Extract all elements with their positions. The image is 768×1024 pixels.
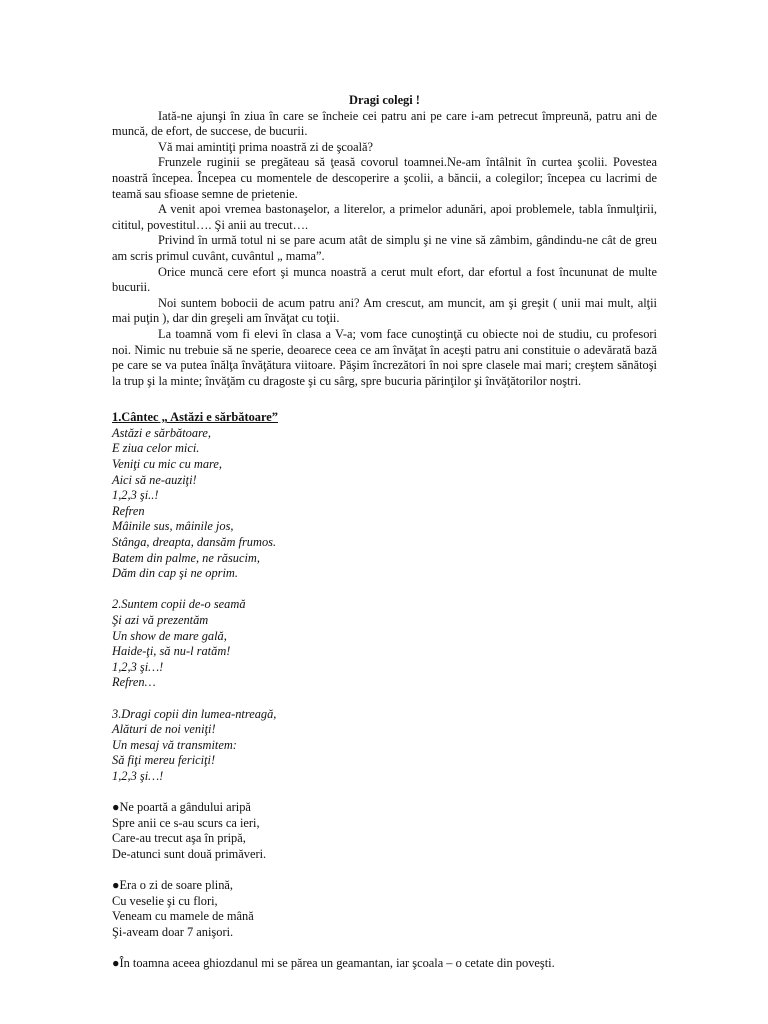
- verse-line: Refren: [112, 503, 145, 518]
- verse-line: Astăzi e sărbătoare,: [112, 425, 212, 440]
- verse-line: 1,2,3 şi…!: [112, 659, 164, 674]
- intro-paragraph: La toamnă vom fi elevi în clasa a V-a; vom face cunoştinţă cu obiecte noi de studiu, cu profesori noi. Nimic nu trebuie să ne sperie, deoarece ceea ce am învăţat în aceşti patru ani constituie o adevărată bază pe care se va putea înălţa învăţătura viitoare. Păşim încrezători în noi spre clasele mai mari; creştem sănătoşi la trup şi la minte; învăţăm cu dragoste şi cu sârg, spre bucuria părinţilor şi învăţătorilor noştri.: [112, 326, 657, 388]
- poem-stanza-1: [112, 800, 657, 862]
- poem-line: De-atunci sunt două primăveri.: [112, 846, 267, 861]
- verse-line: Refren…: [112, 675, 156, 690]
- intro-section: [112, 109, 657, 390]
- verse-line: 3.Dragi copii din lumea-ntreagă,: [112, 706, 277, 721]
- verse-line: Un mesaj vă transmitem:: [112, 737, 237, 752]
- poem-line: Cu veselie şi cu flori,: [112, 893, 218, 908]
- poem-line: ●Era o zi de soare plină,: [112, 878, 234, 893]
- verse-line: Alături de noi veniţi!: [112, 722, 216, 737]
- intro-paragraph: Iată-ne ajunşi în ziua în care se încheie cei patru ani pe care i-am petrecut împreună, patru ani de muncă, de efort, de succese, de bucurii.: [112, 108, 657, 139]
- document-body: [112, 93, 657, 972]
- song-verse-2: [112, 597, 657, 691]
- intro-paragraph: A venit apoi vremea bastonaşelor, a literelor, a primelor adunări, apoi problemele, tabla înmulţirii, cititul, povestitul…. Şi anii au trecut….: [112, 202, 657, 232]
- intro-paragraph: Noi suntem bobocii de acum patru ani? Am crescut, am muncit, am şi greşit ( unii mai mult, alţii mai puţin ), dar din greşeli am învăţat cu toţii.: [112, 295, 657, 326]
- intro-paragraph: Privind în urmă totul ni se pare acum atât de simplu şi ne vine să zâmbim, gândindu-ne cât de greu am scris primul cuvânt, cuvântul „ mama”.: [112, 233, 657, 263]
- verse-line: Să fiţi mereu fericiţi!: [112, 753, 216, 768]
- poem-line: Şi-aveam doar 7 anişori.: [112, 924, 234, 939]
- intro-paragraph: Frunzele ruginii se pregăteau să ţeasă covorul toamnei.Ne-am întâlnit în curtea şcolii. Povestea noastră începea. Începea cu momentele de descoperire a şcolii, a băncii, a colegilor; începea cu lacrimi de teamă sau sfioase semne de prietenie.: [112, 155, 657, 201]
- spacer: [112, 940, 657, 956]
- verse-line: Mâinile sus, mâinile jos,: [112, 519, 234, 534]
- spacer: [112, 785, 657, 801]
- spacer: [112, 582, 657, 598]
- poem-line: Veneam cu mamele de mână: [112, 909, 254, 924]
- intro-paragraph: Orice muncă cere efort şi munca noastră a cerut mult efort, dar efortul a fost încununat de multe bucurii.: [112, 264, 657, 295]
- spacer: [112, 691, 657, 707]
- spacer: [112, 863, 657, 879]
- verse-line: 1,2,3 şi…!: [112, 768, 164, 783]
- poem-stanza-2: [112, 878, 657, 940]
- poem-line: ●În toamna aceea ghiozdanul mi se părea un geamantan, iar şcoala – o cetate din poveşti.: [112, 956, 555, 971]
- verse-line: 1,2,3 şi..!: [112, 488, 159, 503]
- poem-line: ●Ne poartă a gândului aripă: [112, 800, 251, 815]
- verse-line: Veniţi cu mic cu mare,: [112, 457, 222, 472]
- verse-line: Batem din palme, ne răsucim,: [112, 550, 260, 565]
- song-title: 1.Cântec „ Astăzi e sărbătoare”: [112, 410, 278, 425]
- verse-line: Haide-ţi, să nu-l ratăm!: [112, 644, 231, 659]
- verse-line: 2.Suntem copii de-o seamă: [112, 597, 246, 612]
- verse-line: E ziua celor mici.: [112, 441, 200, 456]
- document-title: Dragi colegi !: [349, 93, 420, 107]
- intro-paragraph: Vă mai amintiţi prima noastră zi de şcoală?: [158, 139, 374, 154]
- song-verse-3: [112, 707, 657, 785]
- verse-line: Un show de mare gală,: [112, 628, 227, 643]
- verse-line: Aici să ne-auziţi!: [112, 472, 197, 487]
- poem-line: Spre anii ce s-au scurs ca ieri,: [112, 815, 260, 830]
- verse-line: Stânga, dreapta, dansăm frumos.: [112, 535, 277, 550]
- verse-line: Şi azi vă prezentăm: [112, 613, 209, 627]
- poem-line: Care-au trecut aşa în pripă,: [112, 831, 246, 846]
- verse-line: Dăm din cap şi ne oprim.: [112, 566, 238, 581]
- song-verse-1: [112, 426, 657, 582]
